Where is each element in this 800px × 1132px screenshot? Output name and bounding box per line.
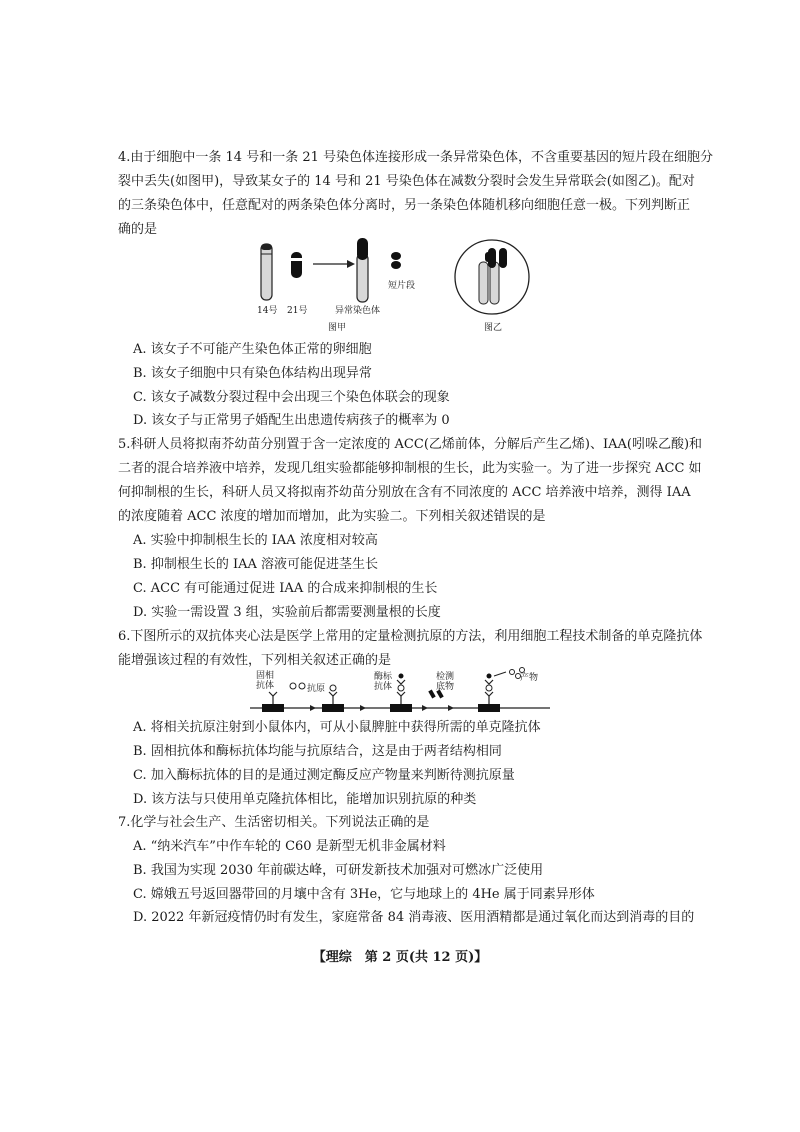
q4-stem-line-1: 4.由于细胞中一条 14 号和一条 21 号染色体连接形成一条异常染色体，不含重要基因的短片段在细胞分 xyxy=(118,150,714,165)
label-enzyme-antibody: 酶标抗体 xyxy=(374,672,393,692)
label-abnormal: 异常染色体 xyxy=(335,306,381,316)
q5-stem-line-1: 5.科研人员将拟南芥幼苗分别置于含一定浓度的 ACC(乙烯前体，分解后产生乙烯)、IAA(吲哚乙酸)和 xyxy=(118,437,703,452)
q5-stem-line-3: 何抑制根的生长，科研人员又将拟南芥幼苗分别放在含有不同浓度的 ACC 培养液中培养，测得 IAA xyxy=(118,485,691,500)
q5-option-d: D. 实验一需设置 3 组，实验前后都需要测量根的长度 xyxy=(133,605,441,620)
label-chr14: 14号 xyxy=(257,306,278,316)
label-antigen: 抗原 xyxy=(307,684,326,694)
q7-option-a: A. “纳米汽车”中作车轮的 C60 是新型无机非金属材料 xyxy=(133,839,446,854)
chromosome-14 xyxy=(261,244,272,300)
q4-option-d: D. 该女子与正常男子婚配生出患遗传病孩子的概率为 0 xyxy=(133,413,450,428)
label-product: 产物 xyxy=(520,673,539,683)
q6-stem-line-1: 6.下图所示的双抗体夹心法是医学上常用的定量检测抗原的方法，利用细胞工程技术制备的单克隆抗体 xyxy=(118,629,703,644)
figure-a-chromosomes xyxy=(255,238,435,308)
q5-option-b: B. 抑制根生长的 IAA 溶液可能促进茎生长 xyxy=(133,557,378,572)
q4-option-c: C. 该女子减数分裂过程中会出现三个染色体联会的现象 xyxy=(133,390,450,405)
figure-b-cell xyxy=(455,240,535,320)
q6-option-b: B. 固相抗体和酶标抗体均能与抗原结合，这是由于两者结构相同 xyxy=(133,744,502,759)
q6-option-d: D. 该方法与只使用单克隆抗体相比，能增加识别抗原的种类 xyxy=(133,792,477,807)
q7-option-d: D. 2022 年新冠疫情仍时有发生，家庭常备 84 消毒液、医用酒精都是通过氧化而达到消毒的目的 xyxy=(133,910,695,925)
q6-option-a: A. 将相关抗原注射到小鼠体内，可从小鼠脾脏中获得所需的单克隆抗体 xyxy=(133,720,541,735)
q7-option-b: B. 我国为实现 2030 年前碳达峰，可研发新技术加强对可燃冰广泛使用 xyxy=(133,863,544,878)
page-footer: 【理综 第 2 页(共 12 页)】 xyxy=(312,950,488,965)
label-fixed-antibody: 固相抗体 xyxy=(256,671,275,691)
q5-option-c: C. ACC 有可能通过促进 IAA 的合成来抑制根的生长 xyxy=(133,581,438,596)
q4-stem-line-3: 的三条染色体中，任意配对的两条染色体分离时，另一条染色体随机移向细胞任意一极。下列判断正 xyxy=(118,198,691,213)
q6-option-c: C. 加入酶标抗体的目的是通过测定酶反应产物量来判断待测抗原量 xyxy=(133,768,515,783)
label-substrate: 检测底物 xyxy=(436,672,455,692)
q5-stem-line-4: 的浓度随着 ACC 浓度的增加而增加，此为实验二。下列相关叙述错误的是 xyxy=(118,509,546,524)
label-fragment: 短片段 xyxy=(388,281,416,291)
q4-stem-line-2: 裂中丢失(如图甲)，导致某女子的 14 号和 21 号染色体在减数分裂时会发生异常联会(如图乙)。配对 xyxy=(118,174,695,189)
short-fragment xyxy=(391,252,401,260)
caption-fig-a: 图甲 xyxy=(328,323,347,333)
q4-stem-line-4: 确的是 xyxy=(118,222,158,237)
q4-option-b: B. 该女子细胞中只有染色体结构出现异常 xyxy=(133,366,372,381)
q7-option-c: C. 嫦娥五号返回器带回的月壤中含有 3He，它与地球上的 4He 属于同素异形体 xyxy=(133,887,595,902)
q7-stem: 7.化学与社会生产、生活密切相关。下列说法正确的是 xyxy=(118,815,430,830)
q4-option-a: A. 该女子不可能产生染色体正常的卵细胞 xyxy=(133,342,372,357)
label-chr21: 21号 xyxy=(287,306,308,316)
abnormal-chromosome xyxy=(357,254,368,302)
chromosome-21 xyxy=(291,252,302,278)
q5-stem-line-2: 二者的混合培养液中培养，发现几组实验都能够抑制根的生长，此为实验一。为了进一步探究 ACC 如 xyxy=(118,461,702,476)
caption-fig-b: 图乙 xyxy=(484,323,503,333)
figure-sandwich-elisa xyxy=(250,668,550,716)
q6-stem-line-2: 能增强该过程的有效性，下列相关叙述正确的是 xyxy=(118,653,392,668)
q5-option-a: A. 实验中抑制根生长的 IAA 浓度相对较高 xyxy=(133,533,378,548)
